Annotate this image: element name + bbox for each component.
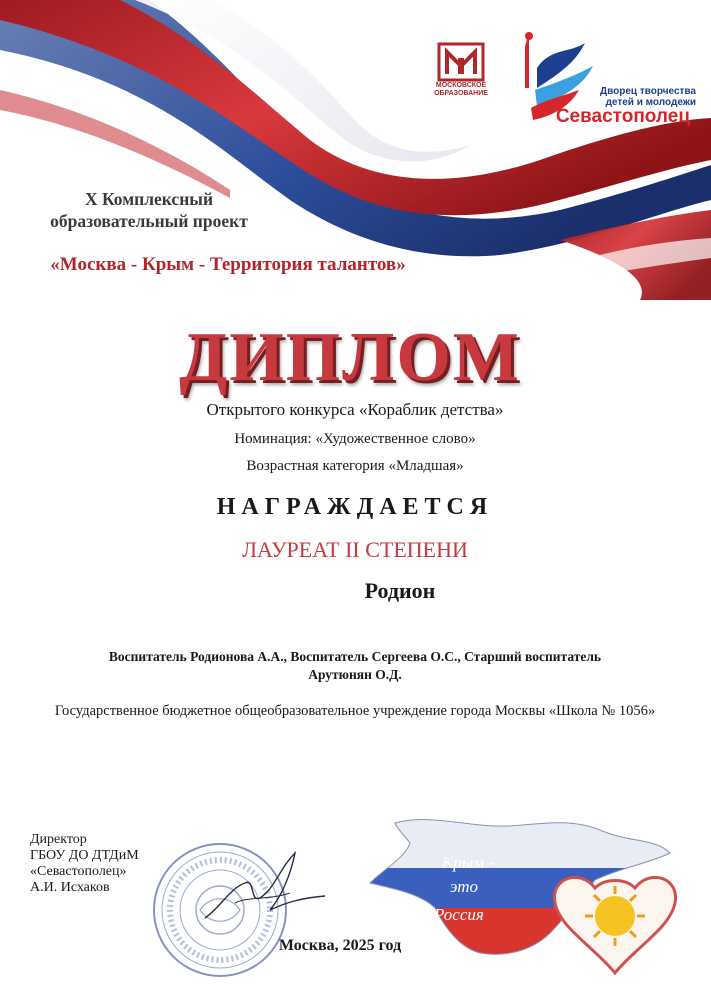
crimea-map-icon (350, 808, 680, 978)
project-motto: «Москва - Крым - Территория талантов» (50, 254, 406, 275)
sevastopolets-subtitle: Дворец творчества детей и молодежи (600, 86, 696, 108)
city-year: Москва, 2025 год (278, 937, 402, 954)
laureate-degree: ЛАУРЕАТ II СТЕПЕНИ (242, 537, 468, 562)
moscow-education-label: МОСКОВСКОЕ ОБРАЗОВАНИЕ (434, 82, 488, 97)
recipient-name: Родион (364, 578, 436, 603)
director-title: Директор (30, 832, 87, 847)
director-name: А.И. Исхаков (30, 880, 110, 895)
signature-icon (200, 848, 330, 928)
director-org-name: «Севастополец» (30, 864, 127, 879)
crimea-text-line3: Россия (434, 905, 484, 924)
nomination: Номинация: «Художественное слово» (234, 431, 476, 447)
crimea-text-line1: Крым - (442, 853, 495, 872)
age-category: Возрастная категория «Младшая» (246, 458, 464, 474)
director-block (30, 832, 210, 896)
moscow-education-logo-icon (437, 42, 485, 82)
teachers: Воспитатель Родионова А.А., Воспитатель Сергеева О.С., Старший воспитатель Арутюнян О.Д. (108, 649, 602, 682)
organization: Государственное бюджетное общеобразовательное учреждение города Москвы «Школа № 1056» (54, 703, 656, 719)
sevastopolets-name: Севастополец (555, 106, 690, 127)
diploma-title: ДИПЛОМ (179, 319, 521, 396)
contest-line: Открытого конкурса «Кораблик детства» (206, 400, 504, 419)
awarded-heading: НАГРАЖДАЕТСЯ (216, 494, 494, 520)
crimea-text-line2: это (450, 877, 479, 896)
project-title: X Комплексный образовательный проект (50, 189, 248, 231)
director-org: ГБОУ ДО ДТДиМ (30, 848, 139, 863)
